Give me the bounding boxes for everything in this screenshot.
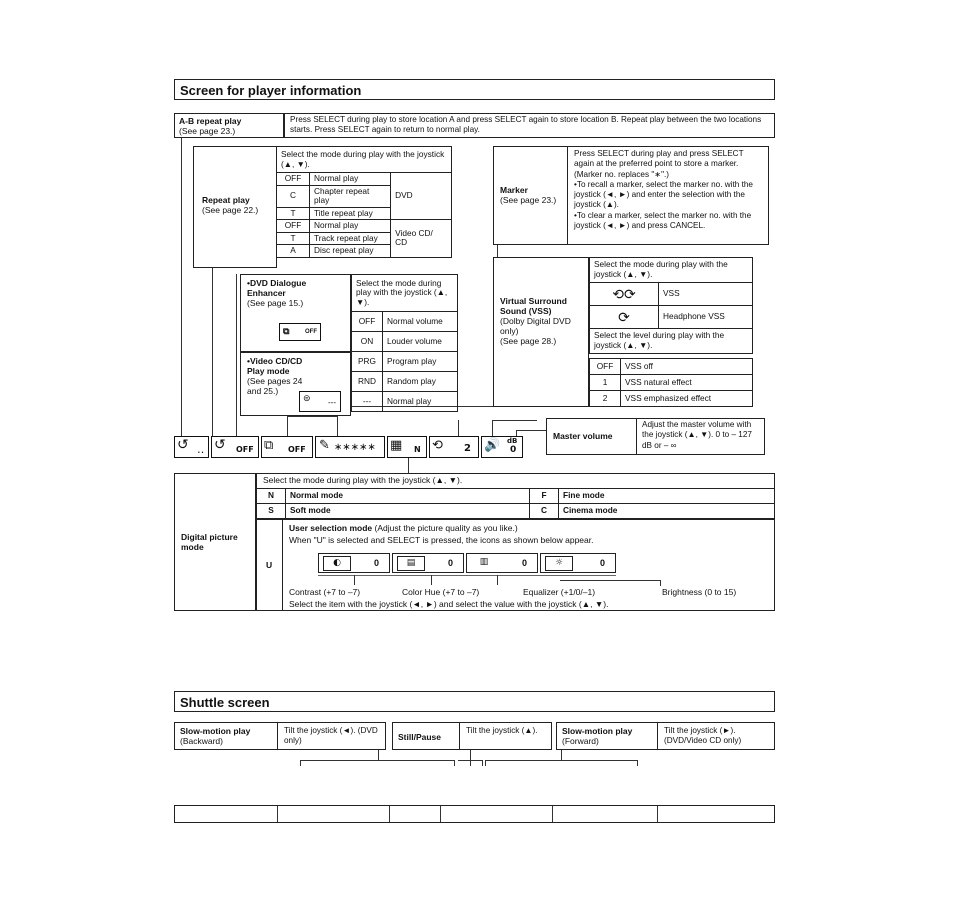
repeat-off-icon: ↺ OFF bbox=[211, 436, 259, 458]
repeat-icon: ↺ bbox=[177, 437, 189, 453]
picture-mode-status-icon: ▦ N bbox=[387, 436, 427, 458]
repeat-dots: ‥ bbox=[197, 443, 205, 456]
master-volume-status-icon: 🔊 dB 0 bbox=[481, 436, 523, 458]
dialogue-mode: Normal volume bbox=[383, 312, 458, 332]
dialogue-enhancer-instruction: Select the mode during play with the joystick (▲, ▼). bbox=[352, 275, 458, 312]
vcd-code: RND bbox=[352, 372, 383, 392]
repeat-play-ref: (See page 22.) bbox=[202, 205, 259, 215]
contrast-icon-box bbox=[318, 553, 390, 573]
connector-line bbox=[431, 575, 432, 585]
shuttle-forward-label: Slow-motion play bbox=[562, 726, 633, 736]
shuttle-backward-label-cell bbox=[174, 722, 278, 750]
vss-status-icon: ⟲ 2 bbox=[429, 436, 479, 458]
bar-divider bbox=[552, 806, 553, 822]
repeat-mode: Disc repeat play bbox=[310, 245, 391, 258]
speaker-icon: 🔊 bbox=[484, 438, 501, 453]
vss-mode-instruction: Select the mode during play with the joystick (▲, ▼). bbox=[590, 258, 753, 283]
dialogue-enhancer-table bbox=[351, 274, 458, 412]
connector-line bbox=[560, 580, 660, 581]
vss-label-cell bbox=[493, 257, 589, 407]
vss-level-mode: VSS emphasized effect bbox=[621, 391, 753, 407]
repeat-group-vcd: Video CD/ CD bbox=[391, 220, 452, 258]
repeat-play-label: Repeat play bbox=[202, 195, 250, 205]
connector-line bbox=[492, 420, 493, 436]
connector-line bbox=[485, 760, 637, 761]
repeat-mode: Track repeat play bbox=[310, 232, 391, 245]
ab-repeat-label-cell bbox=[174, 113, 284, 138]
shuttle-still-desc: Tilt the joystick (▲). bbox=[459, 722, 552, 750]
connector-line bbox=[470, 750, 471, 766]
equalizer-icon-box bbox=[466, 553, 538, 573]
connector-line bbox=[236, 274, 237, 436]
connector-line bbox=[637, 760, 638, 766]
connector-line bbox=[300, 760, 301, 766]
equalizer-value: 0 bbox=[521, 558, 527, 568]
picture-mode: Cinema mode bbox=[559, 504, 775, 519]
picture-code: C bbox=[530, 504, 559, 519]
shuttle-forward-desc: Tilt the joystick (►). (DVD/Video CD only) bbox=[657, 722, 775, 750]
connector-line bbox=[287, 416, 288, 436]
repeat-group-dvd: DVD bbox=[391, 173, 452, 220]
user-mode-desc: When "U" is selected and SELECT is pressed, the icons as shown below appear. bbox=[289, 535, 594, 545]
bar-divider bbox=[440, 806, 441, 822]
vss-table bbox=[589, 257, 753, 354]
connector-line bbox=[300, 760, 454, 761]
connector-line bbox=[378, 750, 379, 760]
repeat-mode: Chapter repeat play bbox=[310, 185, 391, 207]
digital-picture-label-cell bbox=[174, 473, 256, 611]
vss-icon: ⟲ bbox=[432, 438, 443, 453]
repeat-code: OFF bbox=[277, 220, 310, 233]
vss-level-code: 2 bbox=[590, 391, 621, 407]
shuttle-title: Shuttle screen bbox=[174, 691, 775, 712]
master-volume-desc: Adjust the master volume with the joystick (▲, ▼). 0 to – 127 dB or – ∞ bbox=[636, 418, 765, 455]
contrast-caption: Contrast (+7 to –7) bbox=[289, 587, 361, 597]
digital-picture-instruction: Select the mode during play with the joystick (▲, ▼). bbox=[256, 473, 775, 489]
equalizer-icon: ▥ bbox=[479, 557, 489, 567]
dialogue-code: ON bbox=[352, 332, 383, 352]
marker-pin-icon: ✎ bbox=[319, 438, 330, 453]
picture-mode: Soft mode bbox=[286, 504, 530, 519]
brightness-icon-box bbox=[540, 553, 616, 573]
color-hue-value: 0 bbox=[447, 558, 453, 568]
repeat-play-instruction: Select the mode during play with the joystick (▲, ▼). bbox=[277, 147, 452, 173]
picture-code: N bbox=[257, 489, 286, 504]
color-hue-icon: ▤ bbox=[397, 556, 425, 571]
repeat-icon: ↺ bbox=[214, 437, 226, 453]
shuttle-forward-sub: (Forward) bbox=[562, 736, 599, 746]
vcd-mode: Program play bbox=[383, 352, 458, 372]
connector-line bbox=[660, 580, 661, 586]
color-hue-caption: Color Hue (+7 to –7) bbox=[402, 587, 480, 597]
dialogue-enhancer-cell bbox=[240, 274, 351, 352]
connector-line bbox=[454, 760, 455, 766]
connector-line bbox=[561, 750, 562, 760]
dialogue-code: OFF bbox=[352, 312, 383, 332]
icon-underline bbox=[318, 575, 616, 576]
vss-icon: ⟲⟳ bbox=[590, 283, 659, 306]
contrast-icon: ◐ bbox=[323, 556, 351, 571]
digital-picture-modes-table bbox=[256, 488, 775, 519]
connector-line bbox=[497, 575, 498, 585]
user-mode-heading bbox=[289, 523, 518, 533]
headphone-vss-icon: ⟳ bbox=[590, 306, 659, 329]
bar-divider bbox=[277, 806, 278, 822]
user-mode-title: User selection mode bbox=[289, 523, 373, 533]
brightness-value: 0 bbox=[599, 558, 605, 568]
vss-mode: VSS bbox=[659, 283, 753, 306]
vcd-play-mode-cell bbox=[240, 352, 351, 416]
picture-mode-icon: ▦ bbox=[390, 438, 403, 453]
marker-label-cell bbox=[493, 146, 568, 245]
shuttle-indicator-bar bbox=[174, 805, 775, 823]
bar-divider bbox=[657, 806, 658, 822]
shuttle-backward-desc: Tilt the joystick (◄). (DVD only) bbox=[277, 722, 386, 750]
repeat-mode: Normal play bbox=[310, 220, 391, 233]
connector-line bbox=[181, 138, 182, 436]
connector-line bbox=[516, 430, 546, 431]
ab-repeat-desc: Press SELECT during play to store location A and press SELECT again to store location B. Repeat play between the two locations starts. Press SELECT again to return to normal play. bbox=[284, 113, 775, 138]
vss-level-instruction: Select the level during play with the joystick (▲, ▼). bbox=[590, 329, 753, 354]
user-mode-footer: Select the item with the joystick (◄, ►) and select the value with the joystick (▲, ▼). bbox=[289, 599, 609, 609]
brightness-icon: ☼ bbox=[545, 556, 573, 571]
marker-bullet-recall: •To recall a marker, select the marker no. with the joystick (◄, ►) and enter the selection with the joystick (▲). bbox=[574, 179, 753, 210]
repeat-code: C bbox=[277, 185, 310, 207]
connector-line bbox=[287, 416, 337, 417]
user-mode-title-note: (Adjust the picture quality as you like.) bbox=[374, 523, 518, 533]
marker-ref: (See page 23.) bbox=[500, 195, 557, 205]
color-hue-icon-box bbox=[392, 553, 464, 573]
repeat-code: OFF bbox=[277, 173, 310, 186]
shuttle-backward-label: Slow-motion play bbox=[180, 726, 251, 736]
vss-ref: (See page 28.) bbox=[500, 336, 557, 346]
vcd-play-mode-icon: ⊜ --- bbox=[299, 391, 341, 412]
vss-label: Virtual Surround Sound (VSS) bbox=[500, 296, 567, 316]
vcd-play-mode-label: •Video CD/CD Play mode bbox=[247, 356, 303, 376]
dialogue-enhancer-ref: (See page 15.) bbox=[247, 298, 304, 308]
vss-level-mode: VSS off bbox=[621, 359, 753, 375]
connector-line bbox=[408, 458, 409, 473]
player-info-title: Screen for player information bbox=[174, 79, 775, 100]
dialogue-enhancer-status-icon: ⧉ OFF bbox=[261, 436, 313, 458]
connector-line bbox=[458, 420, 459, 436]
marker-bullet-clear: •To clear a marker, select the marker no. with the joystick (◄, ►) and press CANCEL. bbox=[574, 210, 752, 230]
connector-line bbox=[212, 268, 213, 436]
bar-divider bbox=[389, 806, 390, 822]
repeat-play-label-cell bbox=[193, 146, 277, 268]
repeat-code: A bbox=[277, 245, 310, 258]
connector-line bbox=[485, 760, 486, 766]
vcd-code: --- bbox=[352, 392, 383, 412]
vss-mode: Headphone VSS bbox=[659, 306, 753, 329]
dialogue-enhancer-icon: ⧉ OFF bbox=[279, 323, 321, 341]
marker-desc: Press SELECT during play and press SELECT again at the preferred point to store a marker. (Marker no. replaces "∗".) bbox=[574, 149, 744, 179]
master-volume-label: Master volume bbox=[546, 418, 637, 455]
marker-label: Marker bbox=[500, 185, 528, 195]
vss-level-code: OFF bbox=[590, 359, 621, 375]
vcd-mode: Random play bbox=[383, 372, 458, 392]
vcd-mode: Normal play bbox=[383, 392, 458, 412]
dialogue-icon: ⧉ bbox=[264, 438, 274, 453]
repeat-code: T bbox=[277, 207, 310, 220]
vss-level-table bbox=[589, 358, 753, 407]
user-mode-code: U bbox=[256, 519, 283, 611]
picture-code: S bbox=[257, 504, 286, 519]
vss-note: (Dolby Digital DVD only) bbox=[500, 316, 571, 336]
connector-line bbox=[354, 575, 355, 585]
dialogue-enhancer-label: •DVD Dialogue Enhancer bbox=[247, 278, 307, 298]
vss-level-mode: VSS natural effect bbox=[621, 375, 753, 391]
repeat-mode: Normal play bbox=[310, 173, 391, 186]
picture-mode: Fine mode bbox=[559, 489, 775, 504]
repeat-mode: Title repeat play bbox=[310, 207, 391, 220]
contrast-value: 0 bbox=[373, 558, 379, 568]
marker-desc-cell bbox=[567, 146, 769, 245]
ab-repeat-label: A-B repeat play bbox=[179, 116, 242, 126]
connector-line bbox=[458, 760, 482, 761]
vcd-play-mode-ref: (See pages 24 and 25.) bbox=[247, 376, 303, 396]
brightness-caption: Brightness (0 to 15) bbox=[662, 587, 737, 597]
digital-picture-label: Digital picture mode bbox=[181, 532, 238, 552]
picture-code: F bbox=[530, 489, 559, 504]
connector-line bbox=[482, 760, 483, 766]
shuttle-still-label: Still/Pause bbox=[392, 722, 460, 750]
ab-repeat-ref: (See page 23.) bbox=[179, 126, 236, 136]
dialogue-mode: Louder volume bbox=[383, 332, 458, 352]
repeat-status-icon bbox=[174, 436, 209, 458]
shuttle-forward-label-cell bbox=[556, 722, 658, 750]
vss-level-code: 1 bbox=[590, 375, 621, 391]
equalizer-caption: Equalizer (+1/0/–1) bbox=[523, 587, 596, 597]
vcd-code: PRG bbox=[352, 352, 383, 372]
marker-status-icon: ✎ ∗∗∗∗∗ bbox=[315, 436, 385, 458]
connector-line bbox=[492, 420, 537, 421]
picture-mode: Normal mode bbox=[286, 489, 530, 504]
repeat-code: T bbox=[277, 232, 310, 245]
repeat-play-table bbox=[276, 146, 452, 258]
shuttle-backward-sub: (Backward) bbox=[180, 736, 223, 746]
